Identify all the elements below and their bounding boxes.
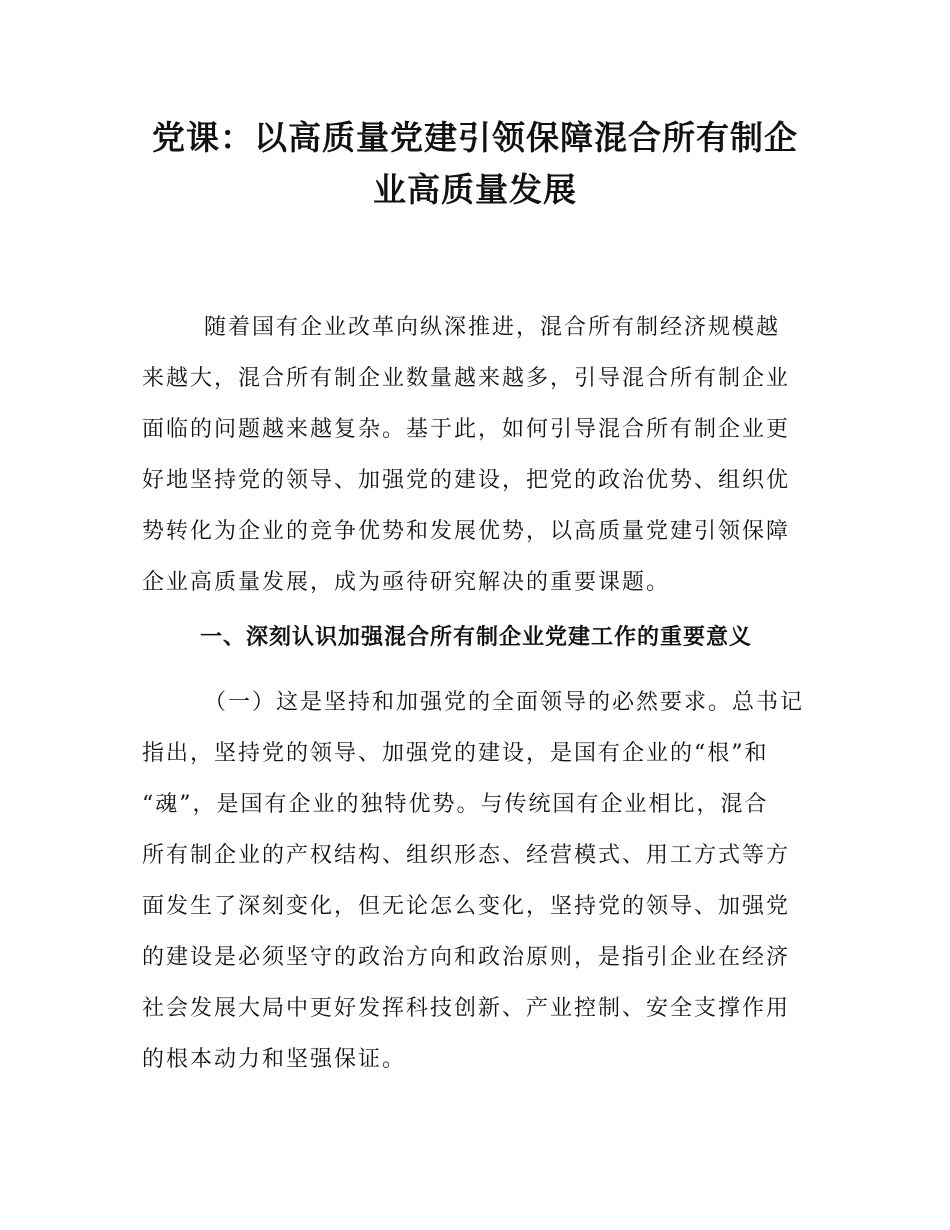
intro-paragraph [142,302,810,608]
paragraph-line: 来越大，混合所有制企业数量越来越多，引导混合所有制企业 [142,366,791,391]
paragraph-line: 的根本动力和坚强保证。 [142,1047,407,1072]
paragraph-line: 好地坚持党的领导、加强党的建设，把党的政治优势、组织优 [142,468,791,493]
paragraph-line: 指出，坚持党的领导、加强党的建设，是国有企业的“根”和 [142,741,769,766]
paragraph-line: 面临的问题越来越复杂。基于此，如何引导混合所有制企业更 [142,417,791,442]
paragraph-line: 社会发展大局中更好发挥科技创新、产业控制、安全支撑作用 [142,996,791,1021]
paragraph-line: 所有制企业的产权结构、组织形态、经营模式、用工方式等方 [142,843,791,868]
paragraph-line: 随着国有企业改革向纵深推进，混合所有制经济规模越 [204,315,781,340]
section-heading: 一、深刻认识加强混合所有制企业党建工作的重要意义 [199,625,752,650]
section-paragraph [142,677,810,1085]
document-title [120,112,830,216]
title-line-1: 党课：以高质量党建引领保障混合所有制企 [152,118,798,157]
paragraph-line: 面发生了深刻变化，但无论怎么变化，坚持党的领导、加强党 [142,894,791,919]
paragraph-line: “魂”，是国有企业的独特优势。与传统国有企业相比，混合 [142,792,769,817]
paragraph-line: 企业高质量发展，成为亟待研究解决的重要课题。 [142,570,671,595]
paragraph-line: （一）这是坚持和加强党的全面领导的必然要求。总书记 [204,690,805,715]
paragraph-line: 的建设是必须坚守的政治方向和政治原则，是指引企业在经济 [142,945,791,970]
title-line-2: 业高质量发展 [373,170,577,209]
paragraph-line: 势转化为企业的竞争优势和发展优势，以高质量党建引领保障 [142,519,791,544]
